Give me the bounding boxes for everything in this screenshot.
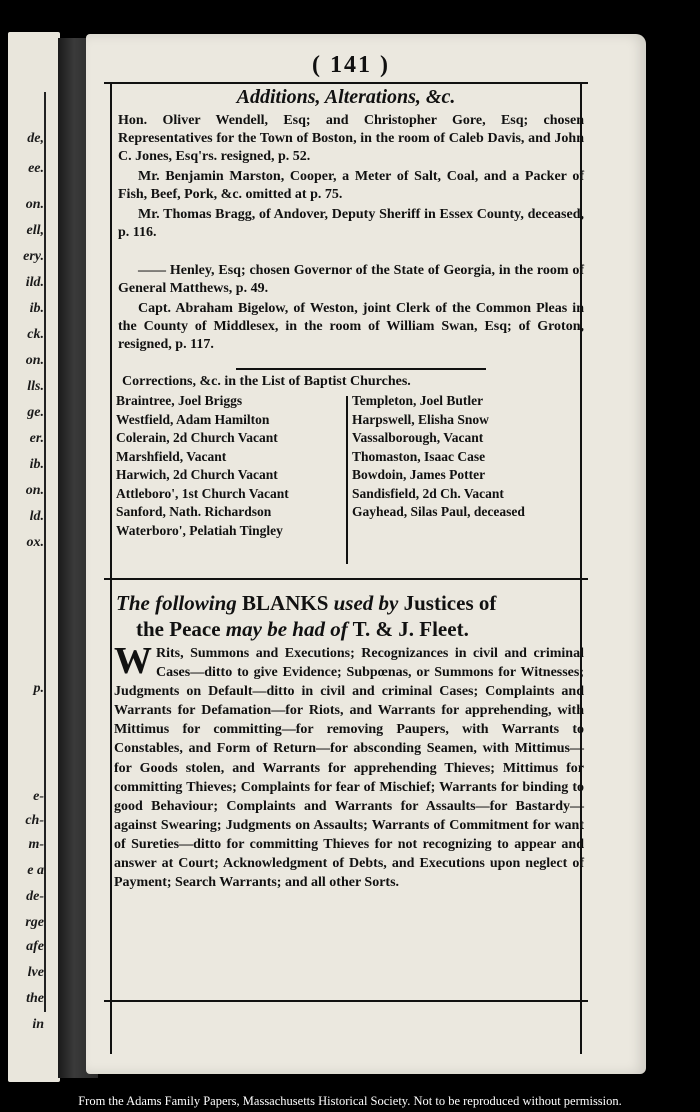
addition-entry: Mr. Benjamin Marston, Cooper, a Meter of Salt, Coal, and a Packer of Fish, Beef, Pork, &c. omitted at p. 75. <box>118 169 584 202</box>
church-entry: Vassalborough, Vacant <box>352 430 484 445</box>
adjacent-page-fragment: ck. <box>27 327 44 342</box>
adjacent-page-fragment: lls. <box>27 379 44 394</box>
adjacent-page-fragment: in <box>32 1017 44 1032</box>
page-number: ( 141 ) <box>312 52 390 78</box>
blanks-heading <box>116 590 586 642</box>
adjacent-page-fragment: ib. <box>29 457 44 472</box>
adjacent-page-fragment: m- <box>28 837 44 852</box>
adjacent-page-fragment: on. <box>25 197 44 212</box>
section-divider <box>236 368 486 370</box>
document-page <box>86 34 646 1074</box>
adjacent-page-fragment: de- <box>26 889 44 904</box>
section-rule <box>104 578 588 580</box>
adjacent-page-rule <box>44 92 46 1012</box>
adjacent-page-fragment: ee. <box>28 161 44 176</box>
church-entry: Harpswell, Elisha Snow <box>352 411 489 427</box>
adjacent-page <box>8 32 60 1082</box>
archive-caption: From the Adams Family Papers, Massachusetts Historical Society. Not to be reproduced without permission. <box>78 1094 622 1108</box>
additions-title: Additions, Alterations, &c. <box>236 86 456 108</box>
addition-entry: Mr. Thomas Bragg, of Andover, Deputy Sheriff in Essex County, deceased, p. 116. <box>118 207 584 240</box>
adjacent-page-fragment: ib. <box>29 301 44 316</box>
blanks-heading-part: BLANKS <box>242 591 329 615</box>
church-entry: Gayhead, Silas Paul, deceased <box>352 504 525 519</box>
church-entry: Braintree, Joel Briggs <box>116 393 243 408</box>
church-entry: Templeton, Joel Butler <box>352 393 484 408</box>
adjacent-page-fragment: rge <box>25 915 44 930</box>
adjacent-page-fragment: ell, <box>26 223 44 238</box>
blanks-text: Rits, Summons and Executions; Recognizances in civil and criminal Cases—ditto to give Evidence; Subpœnas, or Summons for Witnesses; Judgments on Default—ditto in civil and criminal Cases; Complaints and Warrants for Defamation—for Riots, and Warrants for apprehending, with Mittimus for committing—for removing Paupers, with Warrants to Constables, and Form of Return—for absconding Seamen, with Mittimus—for Goods stolen, and Warrants for apprehending Thieves; Mittimus for committing Thieves; Complaints for fear of Mischief; Warrants for binding to good Behaviour; Complaints and Warrants for Assaults—for Bastardy—against Swearing; Judgments on Assaults; Warrants of Commitment for want of Sureties—ditto for committing Thieves for not recognizing to appear and answer at Court; Acknowledgment of Debts, and Executions upon neglect of Payment; Search Warrants; and all other Sorts. <box>114 646 584 891</box>
adjacent-page-fragment: on. <box>25 483 44 498</box>
top-rule <box>104 82 588 84</box>
adjacent-page-fragment: p. <box>33 681 44 696</box>
church-entry: Harwich, 2d Church Vacant <box>116 467 278 482</box>
corrections-heading: Corrections, &c. in the List of Baptist Churches. <box>122 374 411 389</box>
addition-entry: Hon. Oliver Wendell, Esq; and Christopher Gore, Esq; chosen Representatives for the Town of Boston, in the room of Caleb Davis, and John C. Jones, Esq'rs. resigned, p. 52. <box>118 113 584 164</box>
church-entry: Bowdoin, James Potter <box>352 467 486 482</box>
adjacent-page-fragment: the <box>26 991 44 1006</box>
blanks-list <box>114 640 584 892</box>
adjacent-page-fragment: e a <box>27 863 44 878</box>
addition-entry: Capt. Abraham Bigelow, of Weston, joint Clerk of the Common Pleas in the County of Middlesex, in the room of William Swan, Esq; of Groton, resigned, p. 117. <box>118 301 584 352</box>
addition-entry: —— Henley, Esq; chosen Governor of the State of Georgia, in the room of General Matthews, p. 49. <box>118 263 584 296</box>
blanks-heading-part: Justices of <box>403 591 497 615</box>
adjacent-page-fragment: er. <box>29 431 44 446</box>
adjacent-page-fragment: ch- <box>25 813 44 828</box>
corrections-left-column <box>116 392 348 540</box>
blanks-heading-part: the Peace <box>136 617 221 641</box>
adjacent-page-fragment: ld. <box>29 509 44 524</box>
church-entry: Thomaston, Isaac Case <box>352 448 486 464</box>
blanks-heading-part: may be had of <box>225 617 348 641</box>
adjacent-page-fragment: de, <box>27 131 44 146</box>
bottom-rule <box>104 1000 588 1002</box>
blanks-heading-part: The following <box>116 591 237 615</box>
blanks-heading-part: used by <box>333 591 399 615</box>
corrections-right-column <box>352 392 584 522</box>
adjacent-page-fragment: ox. <box>26 535 44 550</box>
church-entry: Waterboro', Pelatiah Tingley <box>116 522 283 538</box>
drop-cap: W <box>114 640 152 682</box>
adjacent-page-fragment: ery. <box>23 249 44 264</box>
adjacent-page-fragment: ild. <box>25 275 44 290</box>
church-entry: Sanford, Nath. Richardson <box>116 504 272 519</box>
adjacent-page-fragment: on. <box>25 353 44 368</box>
adjacent-page-fragment: lve <box>27 965 44 980</box>
adjacent-page-fragment: e- <box>33 789 44 804</box>
church-entry: Westfield, Adam Hamilton <box>116 411 270 427</box>
adjacent-page-fragment: ge. <box>27 405 44 420</box>
church-entry: Marshfield, Vacant <box>116 448 227 464</box>
blanks-heading-part: T. & J. Fleet. <box>352 617 469 641</box>
church-entry: Colerain, 2d Church Vacant <box>116 430 278 445</box>
church-entry: Attleboro', 1st Church Vacant <box>116 485 289 501</box>
church-entry: Sandisfield, 2d Ch. Vacant <box>352 485 504 501</box>
column-divider <box>346 396 348 564</box>
adjacent-page-fragment: afe <box>26 939 44 954</box>
